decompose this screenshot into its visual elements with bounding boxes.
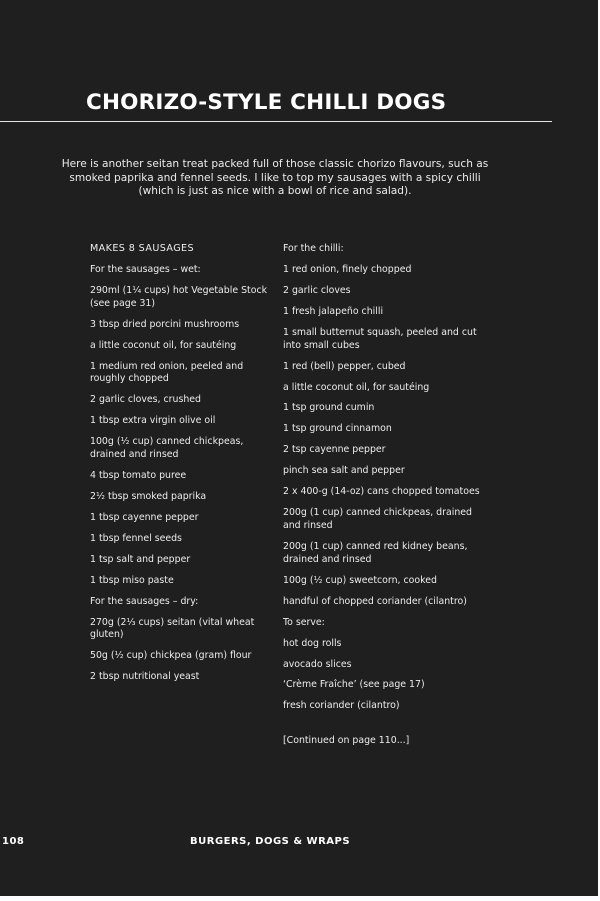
- ingredient-item: 1 small butternut squash, peeled and cut into small cubes: [283, 326, 477, 351]
- ingredient-item: a little coconut oil, for sautéing: [283, 381, 430, 393]
- ingredient-item: 1 tsp ground cinnamon: [283, 423, 392, 435]
- ingredients-left-column: [90, 243, 275, 692]
- ingredient-item: 2 tsp cayenne pepper: [283, 444, 386, 456]
- recipe-intro: Here is another seitan treat packed full of those classic chorizo flavours, such as smoked paprika and fennel seeds. I like to top my sausages with a spicy chilli (which is just as nice with a bowl of rice and salad).: [61, 158, 489, 198]
- ingredient-item: 2 garlic cloves, crushed: [90, 394, 201, 406]
- dry-ingredients-list: [90, 617, 275, 684]
- ingredient-item: 200g (1 cup) canned red kidney beans, drained and rinsed: [283, 540, 468, 565]
- ingredient-item: 200g (1 cup) canned chickpeas, drained and rinsed: [283, 507, 473, 531]
- ingredient-item: 1 tbsp fennel seeds: [90, 532, 182, 544]
- ingredients-right-column: [283, 243, 483, 756]
- ingredient-item: 1 tsp ground cumin: [283, 402, 375, 414]
- page-number: 108: [2, 836, 25, 847]
- wet-ingredients-heading: For the sausages – wet:: [90, 263, 201, 275]
- ingredient-item: 100g (¹⁄₂ cup) canned chickpeas, drained and rinsed: [90, 436, 244, 460]
- ingredient-item: 1 red onion, finely chopped: [283, 263, 412, 275]
- ingredient-item: 1 tbsp extra virgin olive oil: [90, 415, 216, 427]
- ingredient-item: 4 tbsp tomato puree: [90, 469, 187, 481]
- ingredient-item: 2 tbsp nutritional yeast: [90, 671, 200, 683]
- continued-note: [Continued on page 110...]: [283, 735, 410, 747]
- ingredient-item: 1 red (bell) pepper, cubed: [283, 360, 406, 372]
- recipe-title: CHORIZO-STYLE CHILLI DOGS: [86, 90, 447, 115]
- ingredient-item: pinch sea salt and pepper: [283, 465, 405, 477]
- ingredient-item: 3 tbsp dried porcini mushrooms: [90, 318, 240, 330]
- ingredient-item: 1 medium red onion, peeled and roughly chopped: [90, 360, 244, 385]
- ingredient-item: 2 x 400-g (14-oz) cans chopped tomatoes: [283, 486, 480, 498]
- ingredient-item: a little coconut oil, for sautéing: [90, 339, 237, 351]
- serve-item: avocado slices: [283, 658, 352, 670]
- ingredient-item: 1 tbsp miso paste: [90, 574, 174, 586]
- wet-ingredients-list: [90, 285, 275, 587]
- serve-item: fresh coriander (cilantro): [283, 700, 400, 712]
- chilli-ingredients-list: [283, 264, 483, 608]
- ingredient-item: 1 tsp salt and pepper: [90, 553, 191, 565]
- ingredient-item: 1 fresh jalapeño chilli: [283, 305, 384, 317]
- ingredient-item: handful of chopped coriander (cilantro): [283, 595, 467, 607]
- ingredient-item: 100g (¹⁄₂ cup) sweetcorn, cooked: [283, 574, 437, 586]
- serve-items-list: [283, 638, 483, 714]
- yield-label: MAKES 8 SAUSAGES: [90, 243, 194, 254]
- ingredient-item: 2 garlic cloves: [283, 284, 351, 296]
- title-underline: [0, 121, 552, 122]
- dry-ingredients-heading: For the sausages – dry:: [90, 595, 199, 607]
- ingredient-item: 2¹⁄₂ tbsp smoked paprika: [90, 490, 207, 502]
- serve-heading: To serve:: [283, 616, 325, 628]
- running-head: BURGERS, DOGS & WRAPS: [190, 836, 351, 847]
- ingredient-item: 1 tbsp cayenne pepper: [90, 511, 199, 523]
- serve-item: ‘Crème Fraîche’ (see page 17): [283, 679, 425, 691]
- serve-item: hot dog rolls: [283, 637, 342, 649]
- ingredient-item: 270g (2¹⁄₃ cups) seitan (vital wheat gluten): [90, 616, 255, 641]
- chilli-heading: For the chilli:: [283, 243, 344, 254]
- ingredient-item: 50g (¹⁄₂ cup) chickpea (gram) flour: [90, 650, 252, 662]
- ingredient-item: 290ml (1¹⁄₄ cups) hot Vegetable Stock (see page 31): [90, 284, 268, 309]
